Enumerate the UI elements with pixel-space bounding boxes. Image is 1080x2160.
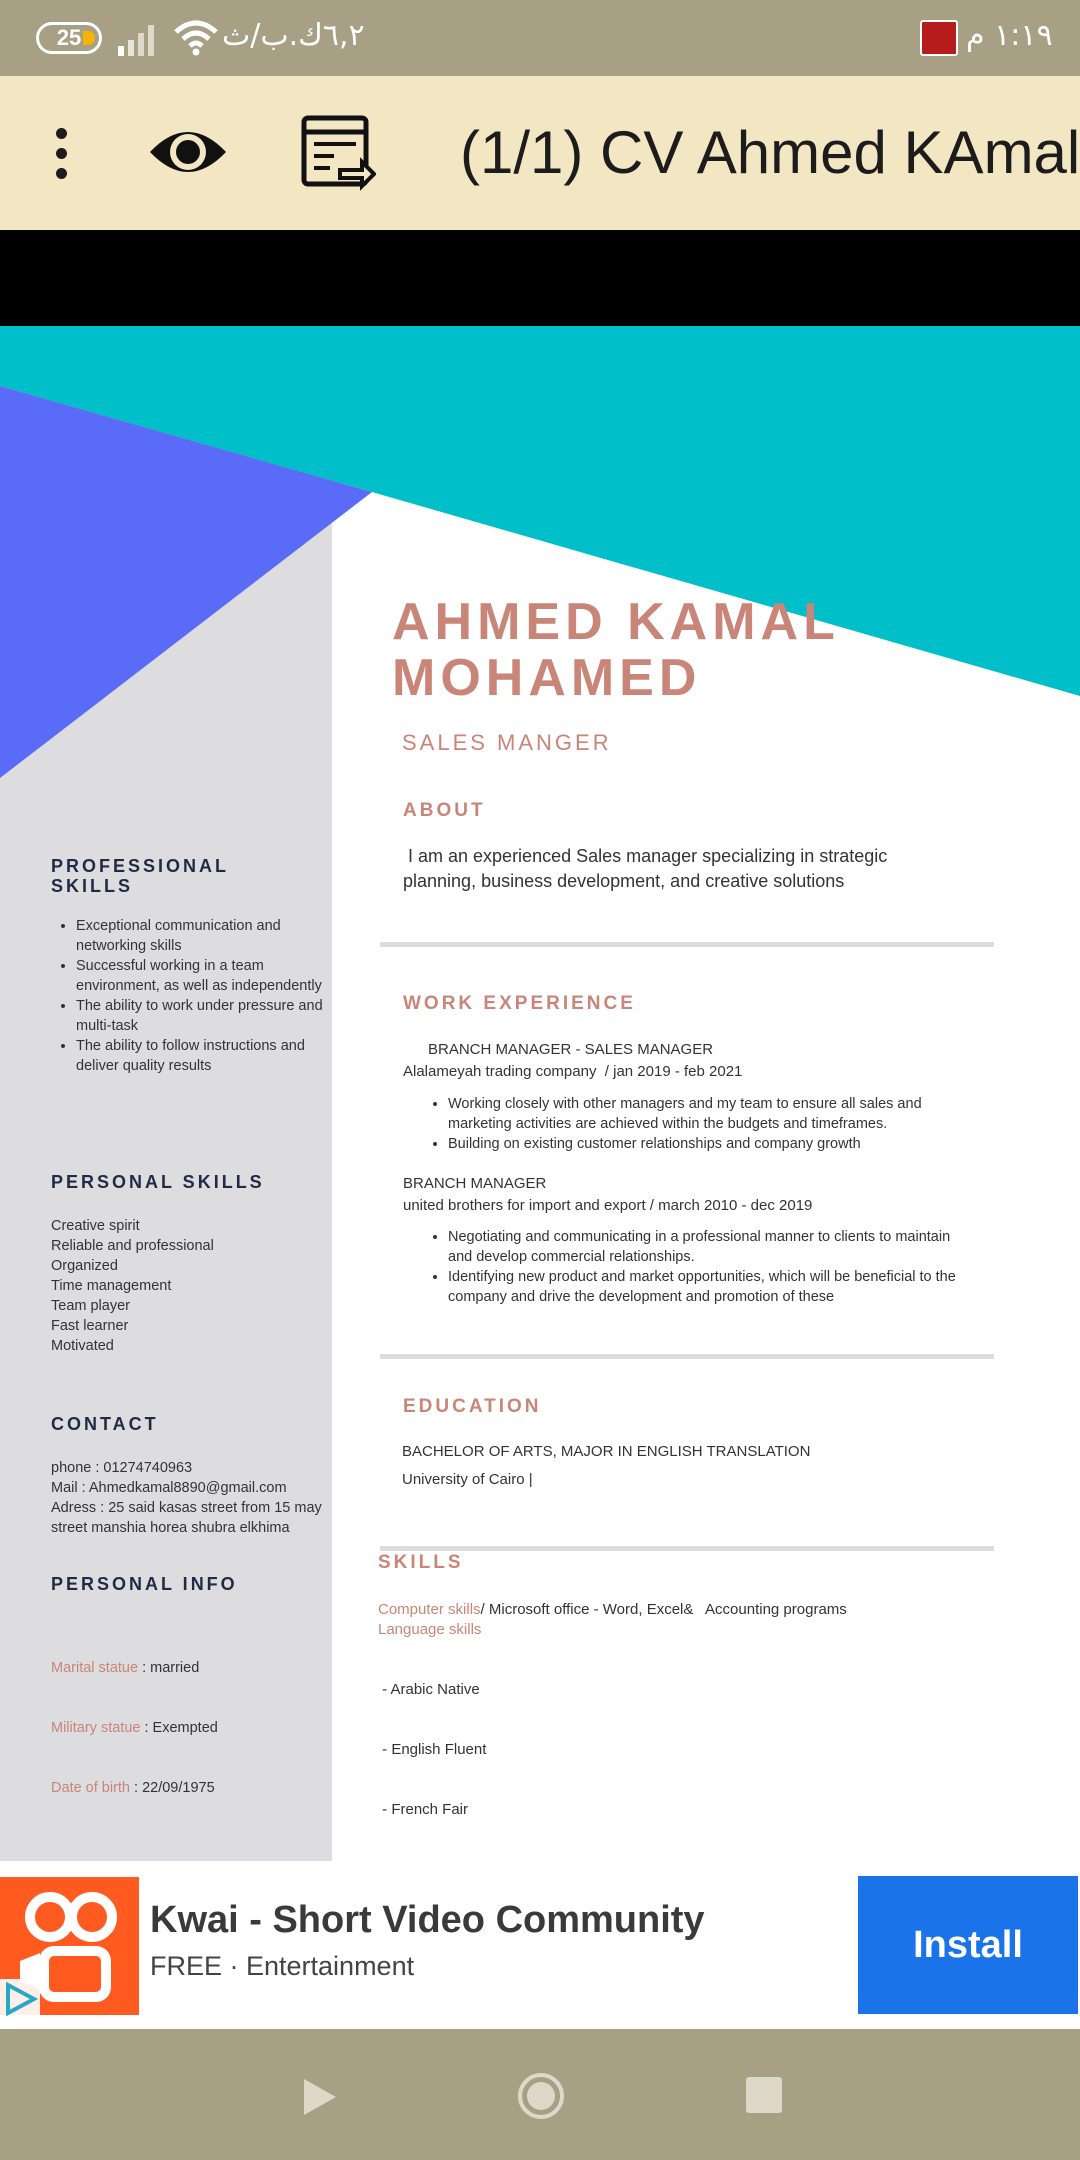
military-status-label: Military statue (51, 1720, 141, 1736)
contact-phone: phone : 01274740963 (51, 1460, 193, 1476)
computer-skills-label: Computer skills (378, 1601, 481, 1618)
eye-icon[interactable] (148, 116, 228, 188)
home-circle-icon[interactable] (516, 2071, 566, 2121)
more-vert-icon[interactable] (48, 128, 74, 180)
cv-name (392, 594, 840, 706)
recent-apps-icon[interactable] (746, 2077, 782, 2113)
date-of-birth-value: : 22/09/1975 (130, 1780, 215, 1796)
about-text (403, 844, 887, 894)
ad-banner[interactable] (0, 1861, 1080, 2029)
date-of-birth (51, 1778, 218, 1798)
clock: ١:١٩ م (966, 18, 1053, 53)
list-item: Creative spirit (51, 1218, 140, 1234)
professional-skills-heading (51, 856, 229, 896)
contact-mail: Mail : Ahmedkamal8890@gmail.com (51, 1480, 287, 1496)
list-item: • Building on existing customer relationships and company growth (448, 1134, 978, 1154)
ad-title[interactable]: Kwai - Short Video Community (150, 1899, 705, 1941)
list-item: - French Fair (378, 1801, 469, 1818)
list-item: • The ability to work under pressure and multi-task (76, 996, 331, 1036)
list-item: Team player (51, 1298, 130, 1314)
navigation-bar (0, 2029, 1080, 2160)
document-title: (1/1) CV Ahmed KAmal (460, 119, 1080, 186)
marital-status (51, 1658, 218, 1678)
list-item: Time management (51, 1278, 172, 1294)
professional-skills-list (51, 916, 331, 1076)
top-black-band (0, 230, 1080, 326)
cv-name-line1: AHMED KAMAL (392, 593, 840, 651)
education-heading: EDUCATION (403, 1396, 542, 1417)
export-document-icon[interactable] (300, 114, 376, 192)
battery-level: 25 (56, 25, 82, 50)
contact-details (51, 1458, 331, 1538)
list-item: • Exceptional communication and networking skills (76, 916, 331, 956)
personal-skills-heading: PERSONAL SKILLS (51, 1172, 265, 1192)
pdf-notification-icon (920, 20, 958, 56)
computer-skills-text: / Microsoft office - Word, Excel& Accounting programs (480, 1601, 847, 1618)
work-experience-heading: WORK EXPERIENCE (403, 993, 636, 1014)
cv-name-line2: MOHAMED (392, 649, 702, 707)
list-item: Organized (51, 1258, 118, 1274)
language-list (378, 1640, 486, 1860)
list-item: • Working closely with other managers and my team to ensure all sales and marketing activities are achieved within the budgets and timeframes. (448, 1094, 978, 1134)
professional-skills-heading-line1: PROFESSIONAL (51, 856, 230, 876)
marital-status-value: : married (138, 1660, 200, 1676)
ad-choices-icon[interactable] (0, 1979, 40, 2019)
skills-heading: SKILLS (378, 1552, 464, 1573)
job2-bullets (418, 1227, 978, 1307)
military-status-value: : Exempted (140, 1720, 218, 1736)
cv-role: SALES MANGER (402, 730, 612, 755)
ad-subtitle: FREE · Entertainment (150, 1951, 415, 1981)
battery-indicator (36, 22, 102, 54)
about-heading: ABOUT (403, 800, 486, 821)
about-text-line2: planning, business development, and creative solutions (403, 871, 845, 891)
job1-title: BRANCH MANAGER - SALES MANAGER (428, 1041, 714, 1058)
military-status (51, 1718, 218, 1738)
wifi-icon (172, 18, 220, 58)
app-bar (0, 76, 1080, 230)
personal-skills-list (51, 1216, 214, 1356)
list-item: Fast learner (51, 1318, 129, 1334)
network-speed: ٦,٢ك.ب/ث (222, 18, 365, 53)
install-button[interactable]: Install (858, 1876, 1078, 2014)
about-text-line1: I am an experienced Sales manager specializing in strategic (403, 846, 888, 866)
divider (380, 1546, 994, 1551)
education-degree: BACHELOR OF ARTS, MAJOR IN ENGLISH TRANSLATION (402, 1443, 811, 1460)
marital-status-label: Marital statue (51, 1660, 139, 1676)
job2-company: united brothers for import and export / march 2010 - dec 2019 (403, 1197, 813, 1214)
status-bar (0, 0, 1080, 76)
back-triangle-icon[interactable] (300, 2077, 340, 2117)
divider (380, 1354, 994, 1359)
computer-skills (378, 1600, 847, 1620)
divider (380, 942, 994, 947)
list-item: • Negotiating and communicating in a professional manner to clients to maintain and develop commercial relationships. (448, 1227, 978, 1267)
list-item: Motivated (51, 1338, 114, 1354)
professional-skills-heading-line2: SKILLS (51, 876, 134, 896)
list-item: Reliable and professional (51, 1238, 214, 1254)
list-item: • The ability to follow instructions and deliver quality results (76, 1036, 331, 1076)
contact-heading: CONTACT (51, 1414, 159, 1434)
list-item: • Successful working in a team environment, as well as independently (76, 956, 331, 996)
education-school: University of Cairo | (402, 1471, 533, 1488)
list-item: - Arabic Native (378, 1681, 480, 1698)
date-of-birth-label: Date of birth (51, 1780, 130, 1796)
signal-icon (116, 22, 160, 56)
job2-title: BRANCH MANAGER (403, 1175, 547, 1192)
personal-info-heading: PERSONAL INFO (51, 1574, 238, 1594)
job1-company: Alalameyah trading company / jan 2019 - feb 2021 (403, 1063, 743, 1080)
personal-info-list (51, 1618, 218, 1838)
contact-address: Adress : 25 said kasas street from 15 may street manshia horea shubra elkhima (51, 1500, 322, 1536)
cv-document-page[interactable] (0, 326, 1080, 1861)
language-skills-label: Language skills (378, 1621, 482, 1638)
job1-bullets (418, 1094, 978, 1154)
list-item: • Identifying new product and market opportunities, which will be beneficial to the company and drive the development and promotion of these (448, 1267, 978, 1307)
list-item: - English Fluent (378, 1741, 487, 1758)
